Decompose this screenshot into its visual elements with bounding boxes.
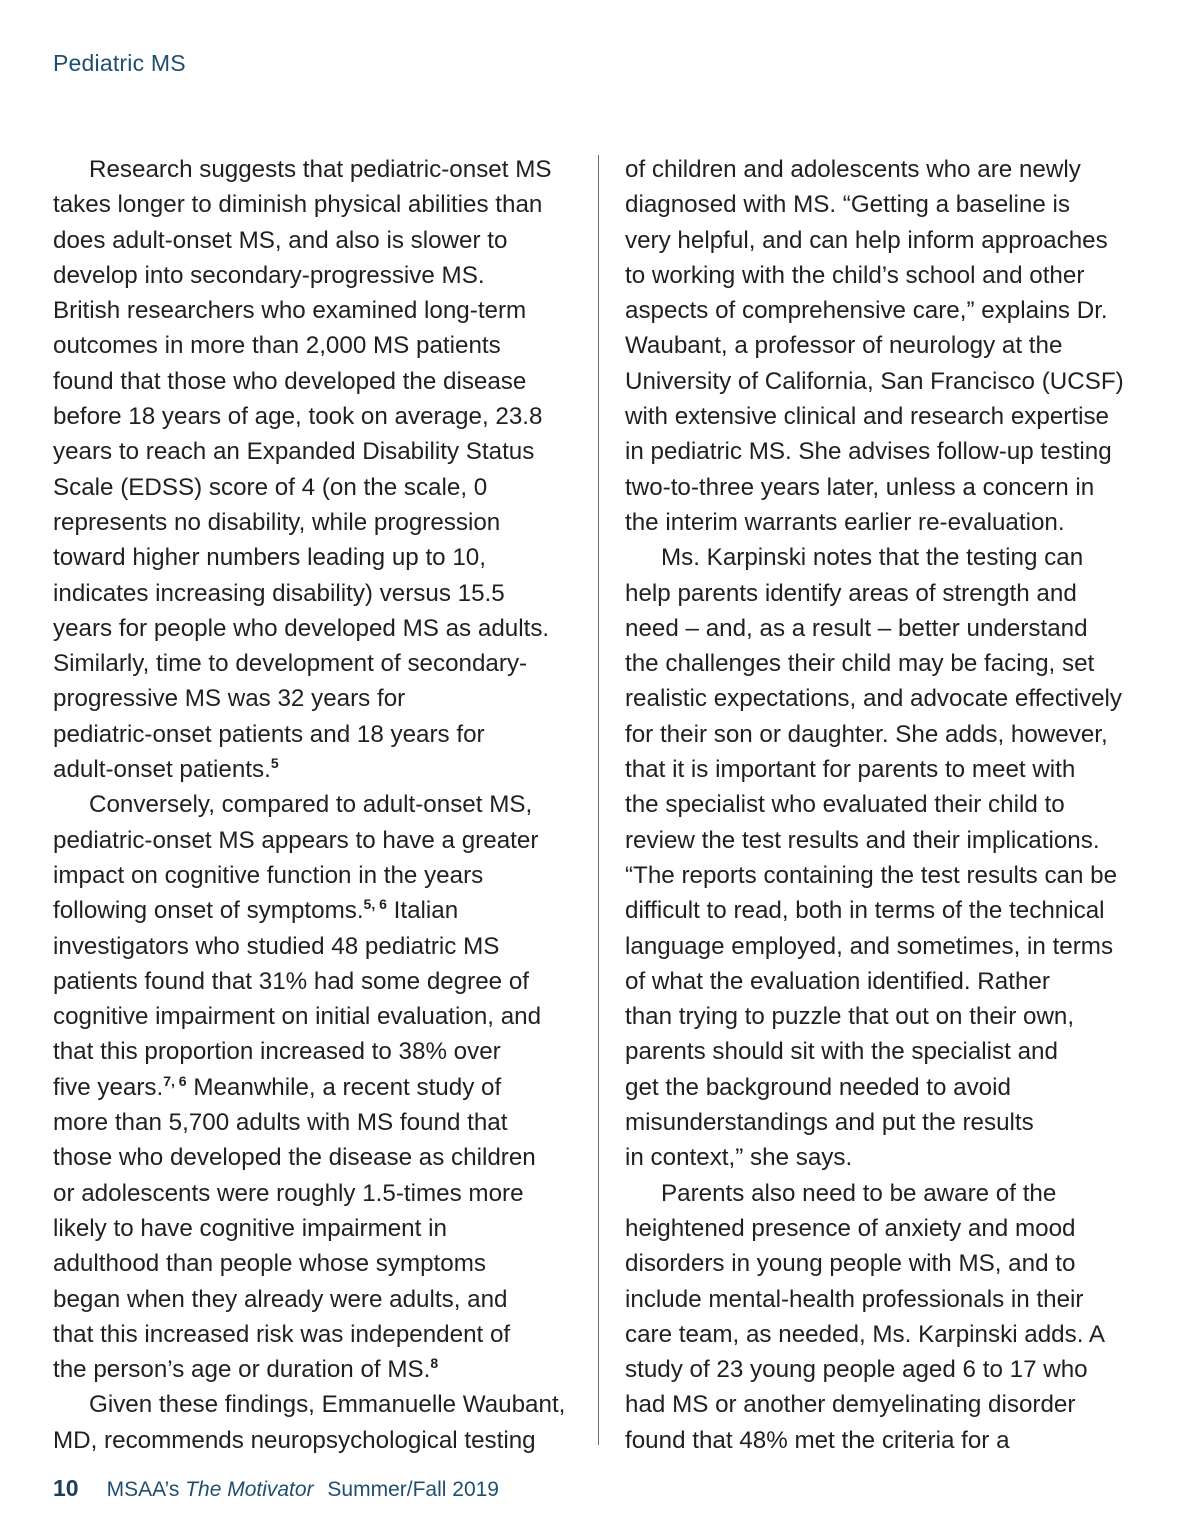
line-text: progressive MS was 32 years for	[53, 685, 406, 713]
line-text: the challenges their child may be facing, set	[625, 650, 1095, 678]
text-line	[625, 293, 1155, 328]
line-text: Given these findings, Emmanuelle Waubant,	[89, 1391, 566, 1419]
line-text: the interim warrants earlier re-evaluation.	[625, 508, 1065, 536]
text-line	[625, 364, 1155, 399]
text-line	[53, 1246, 583, 1281]
line-text: pediatric-onset MS appears to have a greater	[53, 826, 539, 854]
line-text: disorders in young people with MS, and to	[625, 1250, 1076, 1278]
line-text: language employed, and sometimes, in terms	[625, 932, 1114, 960]
line-text: patients found that 31% had some degree of	[53, 967, 530, 995]
text-line	[53, 258, 583, 293]
page-footer	[53, 1475, 499, 1502]
line-text: Ms. Karpinski notes that the testing can	[661, 544, 1084, 572]
text-line	[53, 1352, 583, 1387]
line-text: Similarly, time to development of secondary-	[53, 650, 528, 678]
citation-reference: 7, 6	[163, 1072, 187, 1089]
line-text: cognitive impairment on initial evaluation, and	[53, 1003, 542, 1031]
line-text: adult-onset patients.	[53, 756, 271, 784]
line-text: “The reports containing the test results can be	[625, 861, 1118, 889]
text-line	[53, 858, 583, 893]
line-text: Research suggests that pediatric-onset MS	[89, 156, 552, 183]
line-text: study of 23 young people aged 6 to 17 who	[625, 1356, 1088, 1384]
text-line	[625, 399, 1155, 434]
text-line	[625, 929, 1155, 964]
line-text: develop into secondary-progressive MS.	[53, 261, 485, 289]
line-text: than trying to puzzle that out on their own,	[625, 1003, 1075, 1031]
line-text: found that those who developed the disease	[53, 367, 527, 395]
line-text: aspects of comprehensive care,” explains Dr.	[625, 297, 1108, 325]
text-line	[625, 1317, 1155, 1352]
text-line	[625, 1034, 1155, 1069]
text-line	[625, 505, 1155, 540]
text-line	[625, 1176, 1155, 1211]
text-line	[625, 258, 1155, 293]
text-line	[53, 152, 583, 187]
line-text: MD, recommends neuropsychological testing	[53, 1426, 536, 1454]
text-line	[53, 1034, 583, 1069]
line-text: review the test results and their implications.	[625, 826, 1100, 854]
line-text: Parents also need to be aware of the	[661, 1179, 1057, 1207]
text-line	[625, 999, 1155, 1034]
line-text: include mental-health professionals in their	[625, 1285, 1084, 1313]
text-line	[53, 1211, 583, 1246]
line-text: Waubant, a professor of neurology at the	[625, 332, 1063, 360]
footer-publisher: MSAA’s	[106, 1478, 180, 1501]
text-line	[53, 328, 583, 363]
line-text: misunderstandings and put the results	[625, 1109, 1034, 1137]
text-line	[625, 187, 1155, 222]
line-text: found that 48% met the criteria for a	[625, 1426, 1010, 1454]
line-text: likely to have cognitive impairment in	[53, 1214, 447, 1242]
text-line	[53, 929, 583, 964]
text-line	[53, 576, 583, 611]
citation-reference: 5, 6	[363, 896, 387, 913]
line-text: of what the evaluation identified. Rather	[625, 967, 1050, 995]
text-line	[53, 364, 583, 399]
line-text: investigators who studied 48 pediatric MS	[53, 932, 500, 960]
text-line	[53, 1070, 583, 1105]
text-line	[53, 752, 583, 787]
line-text: or adolescents were roughly 1.5-times more	[53, 1179, 524, 1207]
line-text: does adult-onset MS, and also is slower to	[53, 226, 508, 254]
text-line	[53, 187, 583, 222]
line-text-continued: Meanwhile, a recent study of	[186, 1073, 502, 1101]
line-text: years to reach an Expanded Disability Status	[53, 438, 535, 466]
line-text: five years.	[53, 1073, 164, 1101]
line-text: very helpful, and can help inform approaches	[625, 226, 1108, 254]
text-line	[53, 1282, 583, 1317]
text-line	[53, 293, 583, 328]
line-text: adulthood than people whose symptoms	[53, 1250, 486, 1278]
text-line	[625, 787, 1155, 822]
line-text: realistic expectations, and advocate effectively	[625, 685, 1123, 713]
line-text-continued: Italian	[386, 897, 459, 925]
text-line	[625, 152, 1155, 187]
text-line	[625, 1387, 1155, 1422]
line-text: of children and adolescents who are newly	[625, 156, 1081, 183]
line-text: that this proportion increased to 38% over	[53, 1038, 501, 1066]
page-number: 10	[53, 1475, 79, 1501]
text-line	[625, 1246, 1155, 1281]
text-line	[53, 999, 583, 1034]
text-line	[625, 1282, 1155, 1317]
column-divider	[598, 155, 599, 1445]
text-line	[53, 434, 583, 469]
text-line	[625, 223, 1155, 258]
text-line	[625, 964, 1155, 999]
text-line	[53, 1317, 583, 1352]
line-text: impact on cognitive function in the years	[53, 861, 484, 889]
line-text: that it is important for parents to meet with	[625, 756, 1076, 784]
line-text: for their son or daughter. She adds, however,	[625, 720, 1108, 748]
text-line	[625, 470, 1155, 505]
line-text: difficult to read, both in terms of the technical	[625, 897, 1105, 925]
line-text: the person’s age or duration of MS.	[53, 1356, 431, 1384]
line-text: diagnosed with MS. “Getting a baseline is	[625, 191, 1071, 219]
line-text: had MS or another demyelinating disorder	[625, 1391, 1076, 1419]
line-text: that this increased risk was independent of	[53, 1320, 511, 1348]
text-line	[53, 964, 583, 999]
line-text: outcomes in more than 2,000 MS patients	[53, 332, 501, 360]
text-line	[625, 1423, 1155, 1458]
text-line	[625, 681, 1155, 716]
text-line	[53, 1176, 583, 1211]
line-text: pediatric-onset patients and 18 years for	[53, 720, 485, 748]
line-text: get the background needed to avoid	[625, 1073, 1011, 1101]
text-line	[53, 893, 583, 928]
line-text: Scale (EDSS) score of 4 (on the scale, 0	[53, 473, 488, 501]
text-line	[625, 717, 1155, 752]
line-text: the specialist who evaluated their child to	[625, 791, 1065, 819]
line-text: years for people who developed MS as adults.	[53, 614, 550, 642]
text-line	[53, 505, 583, 540]
line-text: need – and, as a result – better understand	[625, 614, 1088, 642]
text-line	[53, 611, 583, 646]
text-line	[625, 328, 1155, 363]
text-line	[625, 1070, 1155, 1105]
line-text: parents should sit with the specialist and	[625, 1038, 1058, 1066]
text-line	[625, 1140, 1155, 1175]
text-line	[53, 470, 583, 505]
line-text: more than 5,700 adults with MS found that	[53, 1109, 508, 1137]
article-column-left	[53, 152, 583, 1458]
line-text: indicates increasing disability) versus 15.5	[53, 579, 505, 607]
citation-reference: 5	[270, 755, 279, 772]
line-text: Conversely, compared to adult-onset MS,	[89, 791, 533, 819]
footer-issue: Summer/Fall 2019	[327, 1478, 499, 1501]
line-text: to working with the child’s school and other	[625, 261, 1085, 289]
text-line	[625, 1211, 1155, 1246]
line-text: help parents identify areas of strength and	[625, 579, 1077, 607]
text-line	[53, 399, 583, 434]
text-line	[53, 540, 583, 575]
line-text: with extensive clinical and research expertise	[625, 403, 1109, 431]
text-line	[53, 681, 583, 716]
article-column-right	[625, 152, 1155, 1458]
line-text: care team, as needed, Ms. Karpinski adds. A	[625, 1320, 1105, 1348]
text-line	[53, 823, 583, 858]
text-line	[625, 823, 1155, 858]
running-head-section: Pediatric MS	[53, 50, 186, 76]
text-line	[53, 1423, 583, 1458]
text-line	[53, 1105, 583, 1140]
text-line	[625, 611, 1155, 646]
text-line	[625, 1352, 1155, 1387]
text-line	[625, 576, 1155, 611]
line-text: takes longer to diminish physical abilities than	[53, 191, 543, 219]
footer-publication-title: The Motivator	[185, 1478, 314, 1501]
line-text: University of California, San Francisco (UCSF)	[625, 367, 1124, 395]
line-text: represents no disability, while progression	[53, 508, 501, 536]
line-text: two-to-three years later, unless a concern in	[625, 473, 1095, 501]
text-line	[625, 858, 1155, 893]
text-line	[53, 1387, 583, 1422]
line-text: British researchers who examined long-term	[53, 297, 527, 325]
line-text: those who developed the disease as children	[53, 1144, 536, 1172]
text-line	[53, 646, 583, 681]
line-text: following onset of symptoms.	[53, 897, 364, 925]
text-line	[53, 223, 583, 258]
text-line	[625, 540, 1155, 575]
text-line	[625, 646, 1155, 681]
line-text: began when they already were adults, and	[53, 1285, 508, 1313]
line-text: in context,” she says.	[625, 1144, 853, 1172]
line-text: before 18 years of age, took on average, 23.8	[53, 403, 543, 431]
line-text: in pediatric MS. She advises follow-up testing	[625, 438, 1112, 466]
text-line	[53, 1140, 583, 1175]
citation-reference: 8	[430, 1355, 439, 1372]
text-line	[625, 434, 1155, 469]
text-line	[625, 1105, 1155, 1140]
text-line	[625, 893, 1155, 928]
text-line	[625, 752, 1155, 787]
line-text: heightened presence of anxiety and mood	[625, 1214, 1076, 1242]
text-line	[53, 717, 583, 752]
text-line	[53, 787, 583, 822]
line-text: toward higher numbers leading up to 10,	[53, 544, 486, 572]
